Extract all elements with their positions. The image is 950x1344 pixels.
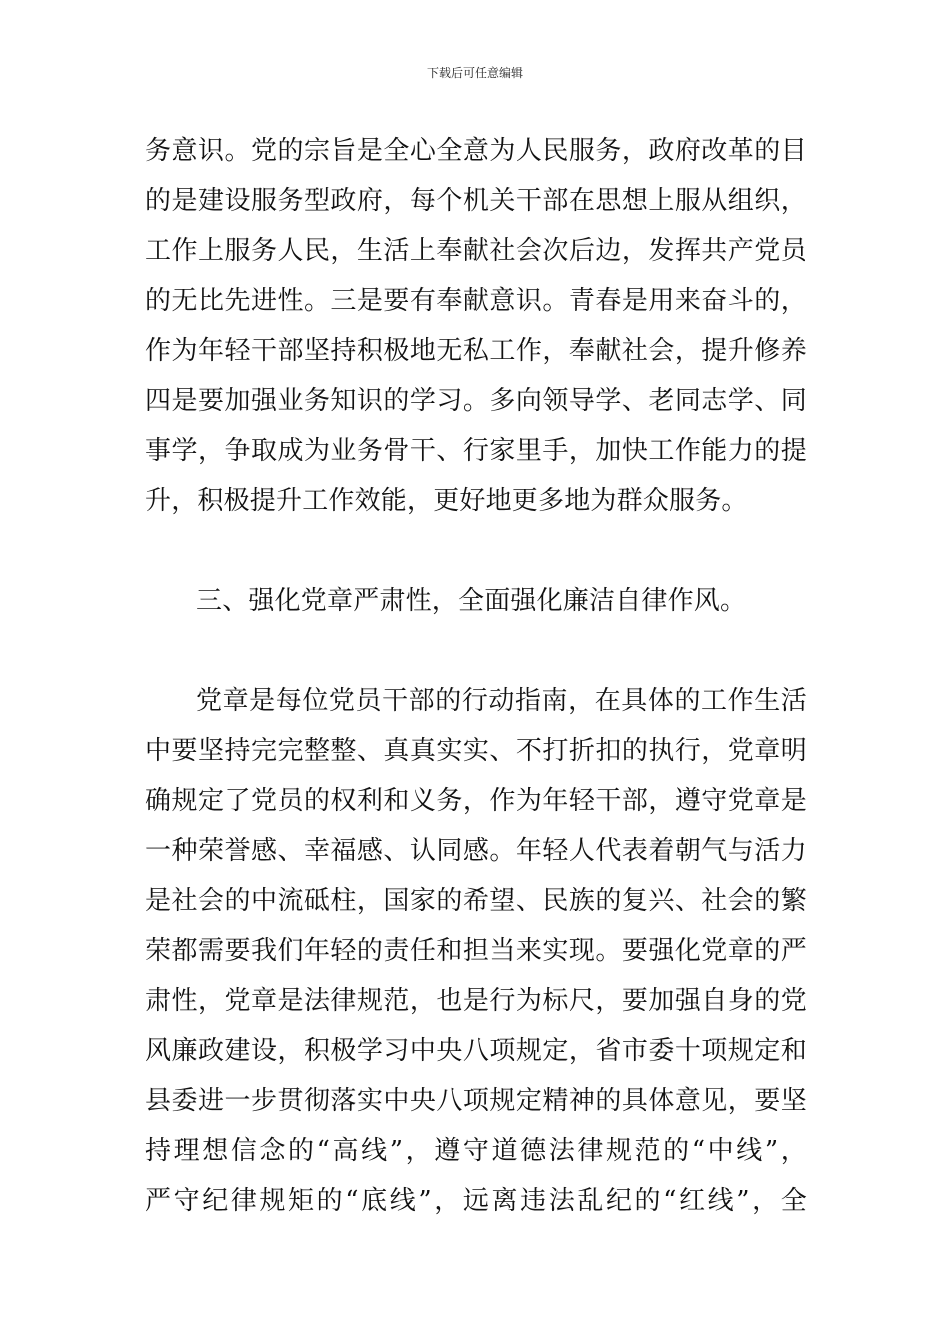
text-line: 严守纪律规矩的“底线”，远离违法乱纪的“红线”，全: [145, 1186, 807, 1216]
text-line: 作为年轻干部坚持积极地无私工作，奉献社会，提升修养: [145, 336, 807, 366]
text-line: 升，积极提升工作效能，更好地更多地为群众服务。: [145, 486, 748, 516]
page-header-note: 下载后可任意编辑: [426, 66, 523, 80]
text-line: 持理想信念的“高线”，遵守道德法律规范的“中线”，: [145, 1136, 807, 1166]
text-line: 工作上服务人民，生活上奉献社会次后边，发挥共产党员: [145, 236, 807, 266]
text-line: 四是要加强业务知识的学习。多向领导学、老同志学、同: [145, 386, 807, 416]
text-line: 党章是每位党员干部的行动指南，在具体的工作生活: [196, 686, 807, 716]
text-line: 事学，争取成为业务骨干、行家里手，加快工作能力的提: [145, 436, 807, 466]
section-heading: 三、强化党章严肃性，全面强化廉洁自律作风。: [196, 586, 747, 616]
text-line: 是社会的中流砥柱，国家的希望、民族的复兴、社会的繁: [145, 886, 807, 916]
text-line: 务意识。党的宗旨是全心全意为人民服务，政府改革的目: [145, 136, 807, 166]
text-line: 中要坚持完完整整、真真实实、不打折扣的执行，党章明: [145, 736, 807, 766]
text-line: 县委进一步贯彻落实中央八项规定精神的具体意见，要坚: [145, 1086, 807, 1116]
text-line: 风廉政建设，积极学习中央八项规定，省市委十项规定和: [145, 1036, 807, 1066]
text-line: 的是建设服务型政府，每个机关干部在思想上服从组织，: [145, 186, 807, 216]
text-line: 的无比先进性。三是要有奉献意识。青春是用来奋斗的，: [145, 286, 807, 316]
text-line: 确规定了党员的权利和义务，作为年轻干部，遵守党章是: [145, 786, 807, 816]
text-line: 肃性，党章是法律规范，也是行为标尺，要加强自身的党: [145, 986, 807, 1016]
text-line: 荣都需要我们年轻的责任和担当来实现。要强化党章的严: [145, 936, 807, 966]
text-line: 一种荣誉感、幸福感、认同感。年轻人代表着朝气与活力: [145, 836, 807, 866]
